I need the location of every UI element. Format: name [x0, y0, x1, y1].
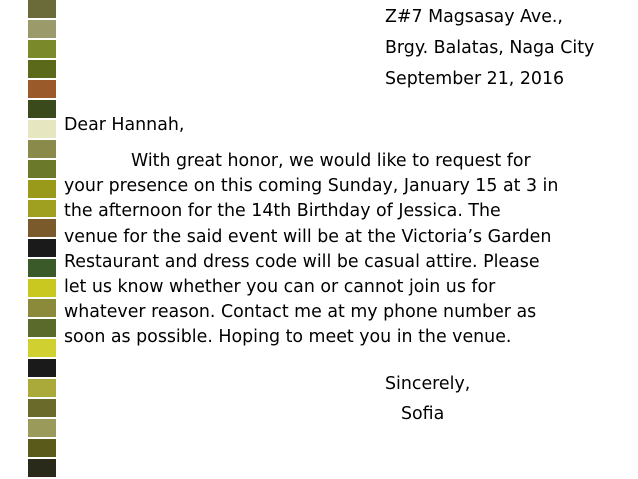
body-line: whatever reason. Contact me at my phone number as: [64, 302, 537, 323]
letter-body: [64, 153, 624, 355]
body-line: soon as possible. Hoping to meet you in the venue.: [64, 327, 512, 348]
strip-segment: [28, 379, 56, 399]
strip-segment: [28, 239, 56, 259]
strip-segment: [28, 459, 56, 479]
strip-segment: [28, 40, 56, 60]
body-line: the afternoon for the 14th Birthday of Jessica. The: [64, 201, 501, 222]
closing: Sincerely,: [385, 374, 471, 394]
signature: Sofia: [401, 404, 445, 424]
strip-segment: [28, 319, 56, 339]
strip-segment: [28, 399, 56, 419]
strip-segment: [28, 359, 56, 379]
body-line: your presence on this coming Sunday, January 15 at 3 in: [64, 176, 559, 197]
strip-segment: [28, 100, 56, 120]
strip-segment: [28, 299, 56, 319]
decorative-side-strip: [28, 0, 56, 479]
address-line-city: Brgy. Balatas, Naga City: [385, 38, 595, 58]
strip-segment: [28, 140, 56, 160]
strip-segment: [28, 0, 56, 20]
letter-date: September 21, 2016: [385, 69, 565, 89]
strip-segment: [28, 219, 56, 239]
strip-segment: [28, 339, 56, 359]
strip-segment: [28, 20, 56, 40]
strip-segment: [28, 60, 56, 80]
strip-segment: [28, 439, 56, 459]
body-line: let us know whether you can or cannot join us for: [64, 276, 496, 297]
strip-segment: [28, 279, 56, 299]
body-line: Restaurant and dress code will be casual attire. Please: [64, 251, 540, 272]
body-line: With great honor, we would like to request for: [131, 151, 531, 171]
address-line-street: Z#7 Magsasay Ave.,: [385, 7, 563, 27]
strip-segment: [28, 200, 56, 220]
strip-segment: [28, 180, 56, 200]
strip-segment: [28, 419, 56, 439]
strip-segment: [28, 259, 56, 279]
greeting: Dear Hannah,: [64, 115, 185, 135]
body-line: venue for the said event will be at the Victoria’s Garden: [64, 226, 552, 247]
strip-segment: [28, 80, 56, 100]
strip-segment: [28, 160, 56, 180]
strip-segment: [28, 120, 56, 140]
